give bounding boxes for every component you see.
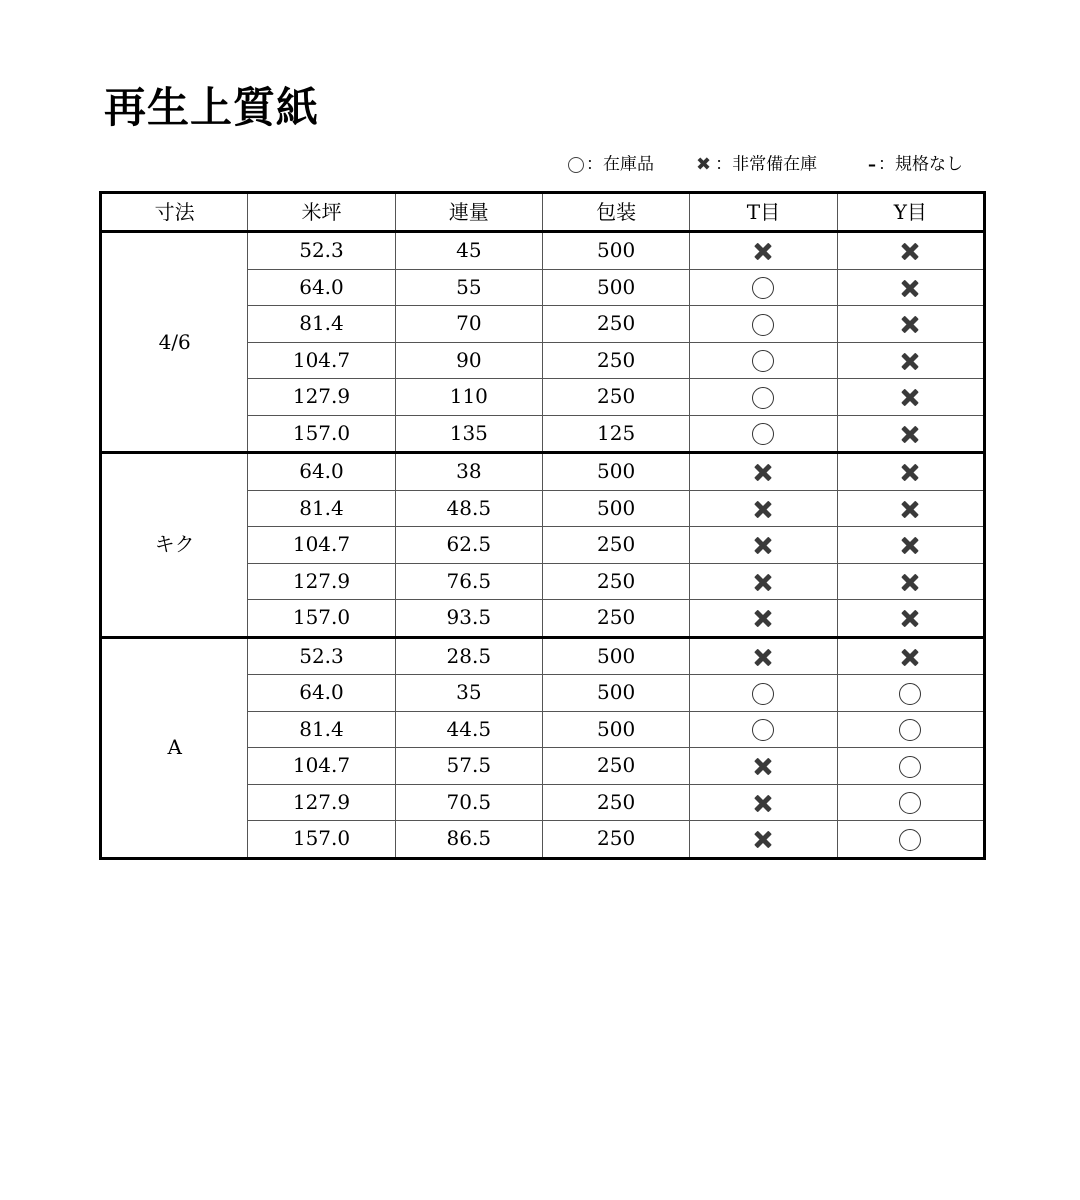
y-grain-cell bbox=[837, 711, 984, 748]
circle-icon bbox=[752, 387, 774, 409]
ream-weight-cell: 44.5 bbox=[395, 711, 542, 748]
y-grain-cell bbox=[837, 490, 984, 527]
t-grain-cell bbox=[690, 490, 837, 527]
cross-icon bbox=[899, 314, 921, 336]
y-grain-cell bbox=[837, 232, 984, 270]
package-cell: 250 bbox=[542, 784, 689, 821]
basis-weight-cell: 81.4 bbox=[248, 306, 395, 343]
cross-icon bbox=[899, 608, 921, 630]
package-cell: 250 bbox=[542, 527, 689, 564]
ream-weight-cell: 93.5 bbox=[395, 600, 542, 638]
cross-icon bbox=[899, 535, 921, 557]
package-cell: 500 bbox=[542, 490, 689, 527]
cross-icon: ✖ bbox=[696, 153, 712, 175]
circle-icon bbox=[899, 756, 921, 778]
ream-weight-cell: 110 bbox=[395, 379, 542, 416]
cross-icon bbox=[899, 423, 921, 445]
cross-icon bbox=[752, 498, 774, 520]
header-package: 包装 bbox=[542, 193, 689, 232]
ream-weight-cell: 55 bbox=[395, 269, 542, 306]
legend-in-stock-label: ：在庫品 bbox=[586, 154, 654, 175]
cross-icon bbox=[752, 646, 774, 668]
cross-icon bbox=[752, 462, 774, 484]
table-row bbox=[101, 637, 985, 675]
t-grain-cell bbox=[690, 306, 837, 343]
basis-weight-cell: 127.9 bbox=[248, 379, 395, 416]
header-t-grain: T目 bbox=[690, 193, 837, 232]
y-grain-cell bbox=[837, 342, 984, 379]
y-grain-cell bbox=[837, 415, 984, 453]
package-cell: 500 bbox=[542, 637, 689, 675]
t-grain-cell bbox=[690, 415, 837, 453]
ream-weight-cell: 35 bbox=[395, 675, 542, 712]
ream-weight-cell: 62.5 bbox=[395, 527, 542, 564]
ream-weight-cell: 48.5 bbox=[395, 490, 542, 527]
ream-weight-cell: 86.5 bbox=[395, 821, 542, 859]
basis-weight-cell: 64.0 bbox=[248, 453, 395, 491]
t-grain-cell bbox=[690, 453, 837, 491]
ream-weight-cell: 90 bbox=[395, 342, 542, 379]
ream-weight-cell: 76.5 bbox=[395, 563, 542, 600]
y-grain-cell bbox=[837, 527, 984, 564]
circle-icon bbox=[899, 683, 921, 705]
legend-in-stock bbox=[568, 150, 654, 179]
t-grain-cell bbox=[690, 600, 837, 638]
cross-icon bbox=[899, 241, 921, 263]
cross-icon bbox=[899, 571, 921, 593]
size-cell: 4/6 bbox=[101, 232, 248, 453]
size-cell: A bbox=[101, 637, 248, 858]
table-header-row bbox=[101, 193, 985, 232]
circle-icon bbox=[752, 314, 774, 336]
circle-icon bbox=[752, 277, 774, 299]
table-row bbox=[101, 453, 985, 491]
y-grain-cell bbox=[837, 563, 984, 600]
ream-weight-cell: 57.5 bbox=[395, 748, 542, 785]
header-basis-weight: 米坪 bbox=[248, 193, 395, 232]
circle-icon bbox=[752, 423, 774, 445]
t-grain-cell bbox=[690, 232, 837, 270]
basis-weight-cell: 81.4 bbox=[248, 490, 395, 527]
header-ream-weight: 連量 bbox=[395, 193, 542, 232]
cross-icon bbox=[752, 241, 774, 263]
t-grain-cell bbox=[690, 821, 837, 859]
basis-weight-cell: 104.7 bbox=[248, 342, 395, 379]
cross-icon bbox=[752, 829, 774, 851]
t-grain-cell bbox=[690, 637, 837, 675]
legend-no-spec-label: ：規格なし bbox=[878, 154, 963, 175]
t-grain-cell bbox=[690, 711, 837, 748]
t-grain-cell bbox=[690, 379, 837, 416]
package-cell: 250 bbox=[542, 563, 689, 600]
y-grain-cell bbox=[837, 784, 984, 821]
circle-icon bbox=[568, 157, 584, 173]
cross-icon bbox=[752, 608, 774, 630]
size-cell: キク bbox=[101, 453, 248, 638]
cross-icon bbox=[752, 535, 774, 557]
package-cell: 125 bbox=[542, 415, 689, 453]
table-row bbox=[101, 232, 985, 270]
package-cell: 250 bbox=[542, 342, 689, 379]
circle-icon bbox=[899, 719, 921, 741]
package-cell: 250 bbox=[542, 748, 689, 785]
ream-weight-cell: 45 bbox=[395, 232, 542, 270]
t-grain-cell bbox=[690, 527, 837, 564]
basis-weight-cell: 127.9 bbox=[248, 563, 395, 600]
table-body bbox=[101, 232, 985, 859]
basis-weight-cell: 104.7 bbox=[248, 748, 395, 785]
circle-icon bbox=[752, 350, 774, 372]
cross-icon bbox=[899, 462, 921, 484]
ream-weight-cell: 38 bbox=[395, 453, 542, 491]
page-title: 再生上質紙 bbox=[104, 83, 320, 132]
basis-weight-cell: 64.0 bbox=[248, 675, 395, 712]
y-grain-cell bbox=[837, 600, 984, 638]
y-grain-cell bbox=[837, 269, 984, 306]
t-grain-cell bbox=[690, 748, 837, 785]
basis-weight-cell: 64.0 bbox=[248, 269, 395, 306]
circle-icon bbox=[752, 719, 774, 741]
cross-icon bbox=[752, 756, 774, 778]
basis-weight-cell: 157.0 bbox=[248, 600, 395, 638]
cross-icon bbox=[899, 387, 921, 409]
package-cell: 250 bbox=[542, 306, 689, 343]
y-grain-cell bbox=[837, 637, 984, 675]
ream-weight-cell: 135 bbox=[395, 415, 542, 453]
cross-icon bbox=[752, 792, 774, 814]
basis-weight-cell: 52.3 bbox=[248, 232, 395, 270]
y-grain-cell bbox=[837, 453, 984, 491]
stock-table bbox=[99, 191, 986, 860]
package-cell: 500 bbox=[542, 711, 689, 748]
header-y-grain: Y目 bbox=[837, 193, 984, 232]
ream-weight-cell: 70.5 bbox=[395, 784, 542, 821]
y-grain-cell bbox=[837, 675, 984, 712]
basis-weight-cell: 104.7 bbox=[248, 527, 395, 564]
y-grain-cell bbox=[837, 306, 984, 343]
package-cell: 250 bbox=[542, 600, 689, 638]
y-grain-cell bbox=[837, 379, 984, 416]
package-cell: 250 bbox=[542, 379, 689, 416]
t-grain-cell bbox=[690, 269, 837, 306]
basis-weight-cell: 127.9 bbox=[248, 784, 395, 821]
package-cell: 500 bbox=[542, 675, 689, 712]
package-cell: 500 bbox=[542, 269, 689, 306]
package-cell: 250 bbox=[542, 821, 689, 859]
basis-weight-cell: 52.3 bbox=[248, 637, 395, 675]
legend-not-regular bbox=[696, 150, 817, 179]
t-grain-cell bbox=[690, 563, 837, 600]
basis-weight-cell: 157.0 bbox=[248, 415, 395, 453]
t-grain-cell bbox=[690, 342, 837, 379]
cross-icon bbox=[899, 350, 921, 372]
legend-not-regular-label: ：非常備在庫 bbox=[715, 154, 818, 175]
circle-icon bbox=[899, 792, 921, 814]
cross-icon bbox=[899, 277, 921, 299]
y-grain-cell bbox=[837, 821, 984, 859]
package-cell: 500 bbox=[542, 232, 689, 270]
dash-icon: – bbox=[868, 154, 876, 174]
ream-weight-cell: 28.5 bbox=[395, 637, 542, 675]
circle-icon bbox=[899, 829, 921, 851]
cross-icon bbox=[899, 498, 921, 520]
basis-weight-cell: 81.4 bbox=[248, 711, 395, 748]
t-grain-cell bbox=[690, 675, 837, 712]
header-size: 寸法 bbox=[101, 193, 248, 232]
y-grain-cell bbox=[837, 748, 984, 785]
t-grain-cell bbox=[690, 784, 837, 821]
basis-weight-cell: 157.0 bbox=[248, 821, 395, 859]
legend-no-spec bbox=[868, 150, 963, 179]
package-cell: 500 bbox=[542, 453, 689, 491]
circle-icon bbox=[752, 683, 774, 705]
cross-icon bbox=[899, 646, 921, 668]
ream-weight-cell: 70 bbox=[395, 306, 542, 343]
cross-icon bbox=[752, 571, 774, 593]
